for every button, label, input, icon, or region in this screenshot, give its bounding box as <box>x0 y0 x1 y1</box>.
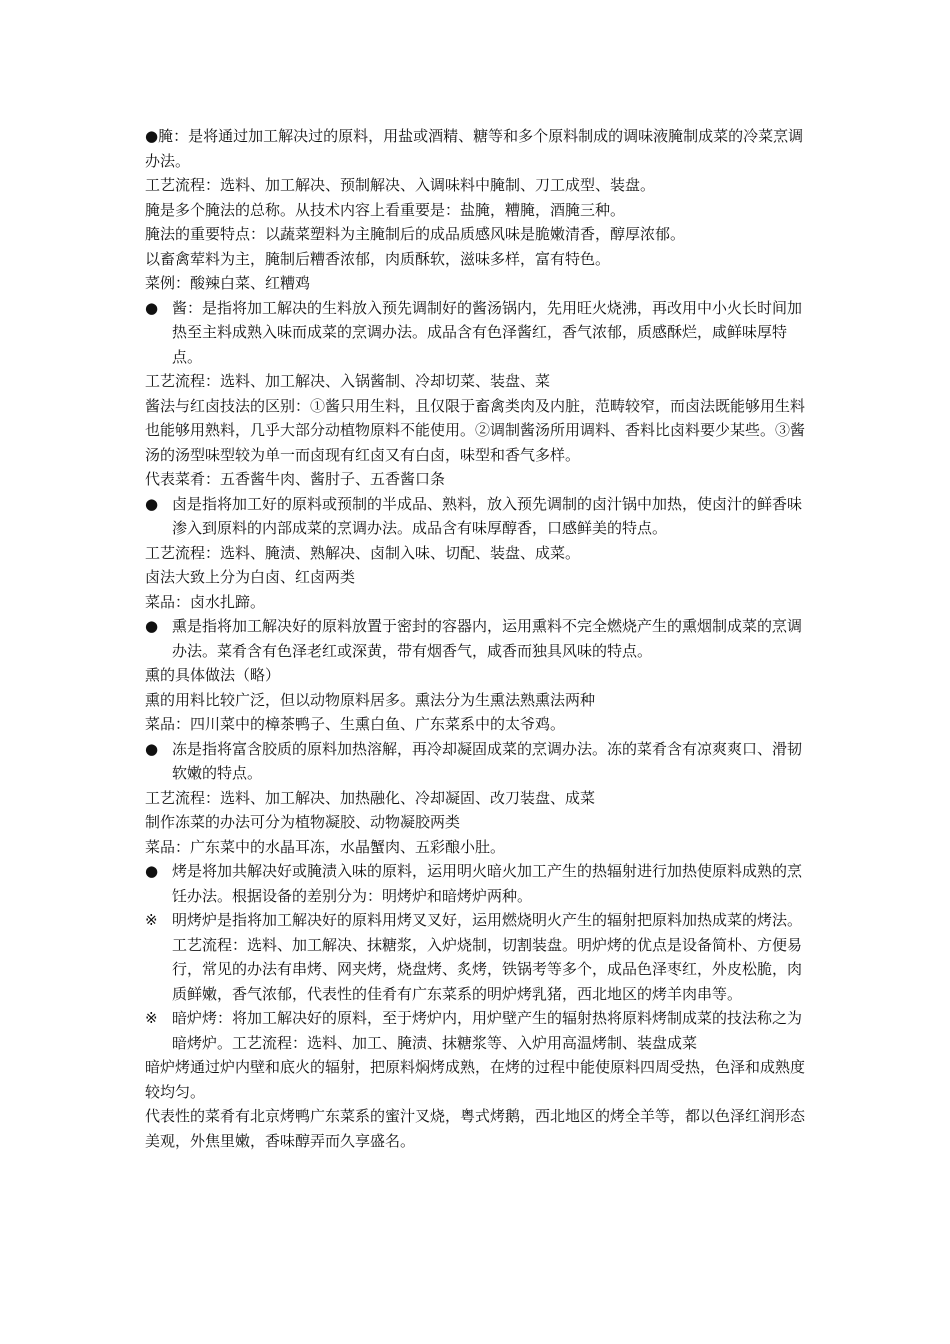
paragraph-jelly-types: 制作冻菜的办法可分为植物凝胶、动物凝胶两类 <box>145 813 461 831</box>
paragraph-closed-oven-detail: 暗炉烤通过炉内壁和底火的辐射，把原料焖烤成熟，在烤的过程中能使原料四周受热，色泽和成熟度较均匀。 <box>145 1058 806 1101</box>
bullet-icon: ● <box>145 617 159 635</box>
paragraph-pickling-types: 腌是多个腌法的总称。从技术内容上看重要是：盐腌，糟腌，酒腌三种。 <box>145 200 626 219</box>
bullet-icon: ● <box>145 494 159 513</box>
paragraph-smoke-materials: 熏的用料比较广泛，但以动物原料居多。熏法分为生熏法熟熏法两种 <box>145 690 596 709</box>
paragraph-pickling-examples: 菜例：酸辣白菜、红糟鸡 <box>145 274 311 292</box>
bullet-icon: ● <box>145 862 159 880</box>
list-item-text: 明烤炉是指将加工解决好的原料用烤叉叉好，运用燃烧明火产生的辐射把原料加热成菜的烤法。工艺流程：选料、加工解决、抹糖浆，入炉烧制，切割装盘。明炉烤的优点是设备简朴、方便易行，常见的办法有串烤、网夹烤，烧盘烤、炙烤，铁锅考等多个，成品色泽枣红，外皮松脆，肉质鲜嫩，香气浓郁，代表性的佳肴有广东菜系的明炉烤乳猪，西北地区的烤羊肉串等。 <box>172 911 803 1003</box>
paragraph-marinate-process: 工艺流程：选料、腌渍、熟解决、卤制入味、切配、装盘、成菜。 <box>145 543 581 562</box>
list-item-jelly <box>145 737 810 786</box>
list-item-text: 烤是将加共解决好或腌渍入味的原料，运用明火暗火加工产生的热辐射进行加热使原料成熟的烹饪办法。根据设备的差别分为：明烤炉和暗烤炉两种。 <box>172 862 803 905</box>
document-body <box>145 124 810 1153</box>
list-item-open-oven <box>145 908 810 1006</box>
list-item-smoke <box>145 614 810 663</box>
bullet-icon: ● <box>145 739 159 758</box>
paragraph-pickling-features: 腌法的重要特点：以蔬菜塑料为主腌制后的成品质感风味是脆嫩清香，醇厚浓郁。 <box>145 225 686 243</box>
bullet-icon: ● <box>145 298 159 317</box>
list-item-text: 熏是指将加工解决好的原料放置于密封的容器内，运用熏料不完全燃烧产生的熏烟制成菜的烹调办法。菜肴含有色泽老红或深黄，带有烟香气，咸香而独具风味的特点。 <box>172 617 803 660</box>
paragraph-marinate-dish: 菜品：卤水扎蹄。 <box>145 592 266 611</box>
list-item-marinate <box>145 492 810 541</box>
paragraph-pickling-process: 工艺流程：选料、加工解决、预制解决、入调味料中腌制、刀工成型、装盘。 <box>145 176 656 194</box>
paragraph-jelly-process: 工艺流程：选料、加工解决、加热融化、冷却凝固、改刀装盘、成菜 <box>145 788 596 807</box>
paragraph-sauce-difference: 酱法与红卤技法的区别：①酱只用生料，且仅限于畜禽类肉及内脏，范畴较窄，而卤法既能够用生料也能够用熟料，几乎大部分动植物原料不能使用。②调制酱汤所用调料、香料比卤料要少某些。③酱汤的汤型味型较为单一而卤现有红卤又有白卤，味型和香气多样。 <box>145 396 806 464</box>
list-item-text: 暗炉烤：将加工解决好的原料，至于烤炉内，用炉壁产生的辐射热将原料烤制成菜的技法称之为暗烤炉。工艺流程：选料、加工、腌渍、抹糖浆等、入炉用高温烤制、装盘成菜 <box>172 1009 803 1052</box>
list-item-text: 冻是指将富含胶质的原料加热溶解，再冷却凝固成菜的烹调办法。冻的菜肴含有凉爽爽口、滑韧软嫩的特点。 <box>172 739 803 782</box>
paragraph-roast-dishes: 代表性的菜肴有北京烤鸭广东菜系的蜜汁叉烧，粤式烤鹅，西北地区的烤全羊等，都以色泽红润形态美观，外焦里嫩，香味醇弄而久享盛名。 <box>145 1107 806 1150</box>
paragraph-smoke-method: 熏的具体做法（略） <box>145 666 281 684</box>
list-item-closed-oven <box>145 1006 810 1055</box>
paragraph-pickling-intro: ●腌：是将通过加工解决过的原料，用盐或酒精、糖等和多个原料制成的调味液腌制成菜的冷菜烹调办法。 <box>145 127 804 170</box>
paragraph-sauce-dishes: 代表菜肴：五香酱牛肉、酱肘子、五香酱口条 <box>145 470 446 488</box>
paragraph-smoke-dishes: 菜品：四川菜中的樟茶鸭子、生熏白鱼、广东菜系中的太爷鸡。 <box>145 715 566 733</box>
list-item-text: 卤是指将加工好的原料或预制的半成品、熟料，放入预先调制的卤汁锅中加热，使卤汁的鲜香味渗入到原料的内部成菜的烹调办法。成品含有味厚醇香，口感鲜美的特点。 <box>172 494 803 537</box>
paragraph-pickling-meat: 以畜禽荤料为主，腌制后糟香浓郁，肉质酥软，滋味多样，富有特色。 <box>145 249 611 268</box>
paragraph-sauce-process: 工艺流程：选料、加工解决、入锅酱制、冷却切菜、装盘、菜 <box>145 372 551 390</box>
list-item-braise-sauce <box>145 296 810 370</box>
list-item-roast <box>145 859 810 908</box>
paragraph-marinate-types: 卤法大致上分为白卤、红卤两类 <box>145 568 356 586</box>
reference-mark-icon: ※ <box>145 1009 158 1027</box>
reference-mark-icon: ※ <box>145 911 158 929</box>
paragraph-jelly-dishes: 菜品：广东菜中的水晶耳冻，水晶蟹肉、五彩酿小肚。 <box>145 837 506 856</box>
list-item-text: 酱：是指将加工解决的生料放入预先调制好的酱汤锅内，先用旺火烧沸，再改用中小火长时间加热至主料成熟入味而成菜的烹调办法。成品含有色泽酱红，香气浓郁，质感酥烂，咸鲜味厚特点。 <box>172 298 803 366</box>
